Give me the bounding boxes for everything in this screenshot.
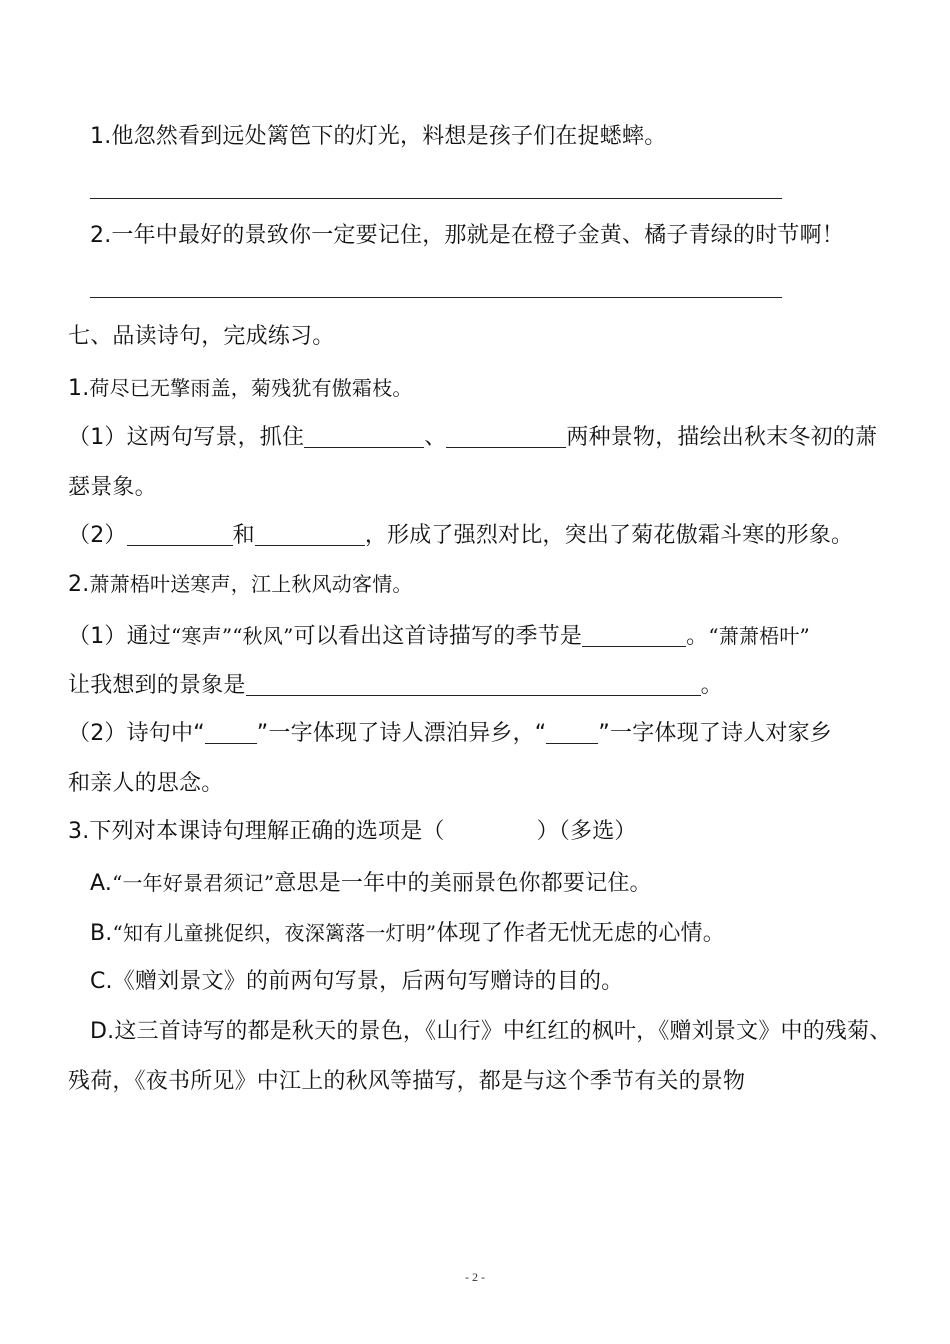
p2q1-mid: 可以看出这首诗描写的季节是 [293, 624, 583, 649]
poem-1-question-1-cont: 瑟景象。 [68, 475, 157, 500]
q3-stem-prefix: 3.下列对本课诗句理解正确的选项是（ [68, 819, 445, 844]
poem-2-verse: 萧萧梧叶送寒声，江上秋风动客情。 [89, 572, 413, 596]
q3-option-b-text: 体现了作者无忧无虑的心情。 [436, 921, 725, 946]
p2q2-suffix: ”一字体现了诗人对家乡 [598, 721, 833, 746]
q3-stem-suffix: ）（多选） [536, 819, 637, 844]
q3-option-d-cont: 残荷，《夜书所见》中江上的秋风等描写，都是与这个季节有关的景物 [68, 1069, 746, 1094]
s6-question-2: 2.一年中最好的景致你一定要记住，那就是在橙子金黄、橘子青绿的时节啊！ [90, 223, 844, 248]
p2q1-quote-2: “萧萧梧叶” [708, 624, 810, 648]
q3-option-a-text: 意思是一年中的美丽景色你都要记住。 [274, 871, 652, 896]
q3-option-d: D.这三首诗写的都是秋天的景色，《山行》中红红的枫叶，《赠刘景文》中的残菊、 [90, 1019, 892, 1044]
poem-2-question-2-cont: 和亲人的思念。 [68, 771, 224, 796]
p2q2-blank-1[interactable] [205, 719, 257, 744]
p2q1-prefix: （1）通过 [68, 624, 171, 649]
s6-answer-line-2[interactable] [90, 297, 782, 298]
poem-1-verse: 荷尽已无擎雨盖，菊残犹有傲霜枝。 [89, 376, 413, 400]
q3-option-b-quote: “知有儿童挑促织，夜深篱落一灯明” [112, 921, 437, 945]
p1q1-blank-1[interactable] [304, 423, 424, 448]
poem-1-question-2 [68, 520, 853, 552]
p2q2-blank-2[interactable] [546, 719, 598, 744]
p2q1-sep: 。 [686, 624, 709, 649]
poem-2-question-2 [68, 718, 832, 750]
p2q1-cont-prefix: 让我想到的景象是 [68, 673, 246, 698]
p1q2-blank-2[interactable] [255, 521, 365, 546]
p1q2-prefix: （2） [68, 523, 127, 548]
s6-answer-line-1[interactable] [90, 198, 782, 199]
p1q1-suffix: 两种景物，描绘出秋末冬初的萧 [566, 425, 878, 450]
poem-1-number: 1. [68, 376, 90, 401]
q3-option-a-quote: “一年好景君须记” [112, 871, 275, 895]
p2q1-blank-season[interactable] [582, 622, 686, 647]
poem-2-line [68, 568, 413, 601]
q3-option-b-label: B. [90, 921, 113, 946]
poem-1-line [68, 372, 413, 405]
s6-question-1: 1.他忽然看到远处篱笆下的灯光，料想是孩子们在捉蟋蟀。 [90, 124, 667, 149]
page-number: - 2 - [465, 1270, 485, 1284]
q3-option-a-label: A. [90, 871, 113, 896]
p2q1-cont-suffix: 。 [700, 673, 723, 698]
poem-2-number: 2. [68, 572, 90, 597]
poem-2-question-1-cont [68, 670, 723, 702]
p2q1-blank-scene[interactable] [246, 671, 701, 696]
p1q2-suffix: ，形成了强烈对比，突出了菊花傲霜斗寒的形象。 [364, 523, 854, 548]
p1q2-blank-1[interactable] [127, 521, 233, 546]
p2q1-quote-1: “寒声”“秋风” [171, 624, 294, 648]
p1q1-sep: 、 [424, 425, 447, 450]
p1q2-mid: 和 [232, 523, 255, 548]
p1q1-blank-2[interactable] [446, 423, 566, 448]
p2q2-mid: ”一字体现了诗人漂泊异乡，“ [256, 721, 547, 746]
question-3-stem [68, 816, 637, 848]
p1q1-prefix: （1）这两句写景，抓住 [68, 425, 305, 450]
poem-2-question-1 [68, 620, 810, 653]
section-7-title: 七、品读诗句，完成练习。 [68, 324, 335, 349]
q3-option-b [90, 917, 725, 950]
q3-option-c: C.《赠刘景文》的前两句写景，后两句写赠诗的目的。 [90, 969, 624, 994]
p2q2-prefix: （2）诗句中“ [68, 721, 205, 746]
poem-1-question-1 [68, 422, 877, 454]
q3-option-a [90, 867, 652, 900]
